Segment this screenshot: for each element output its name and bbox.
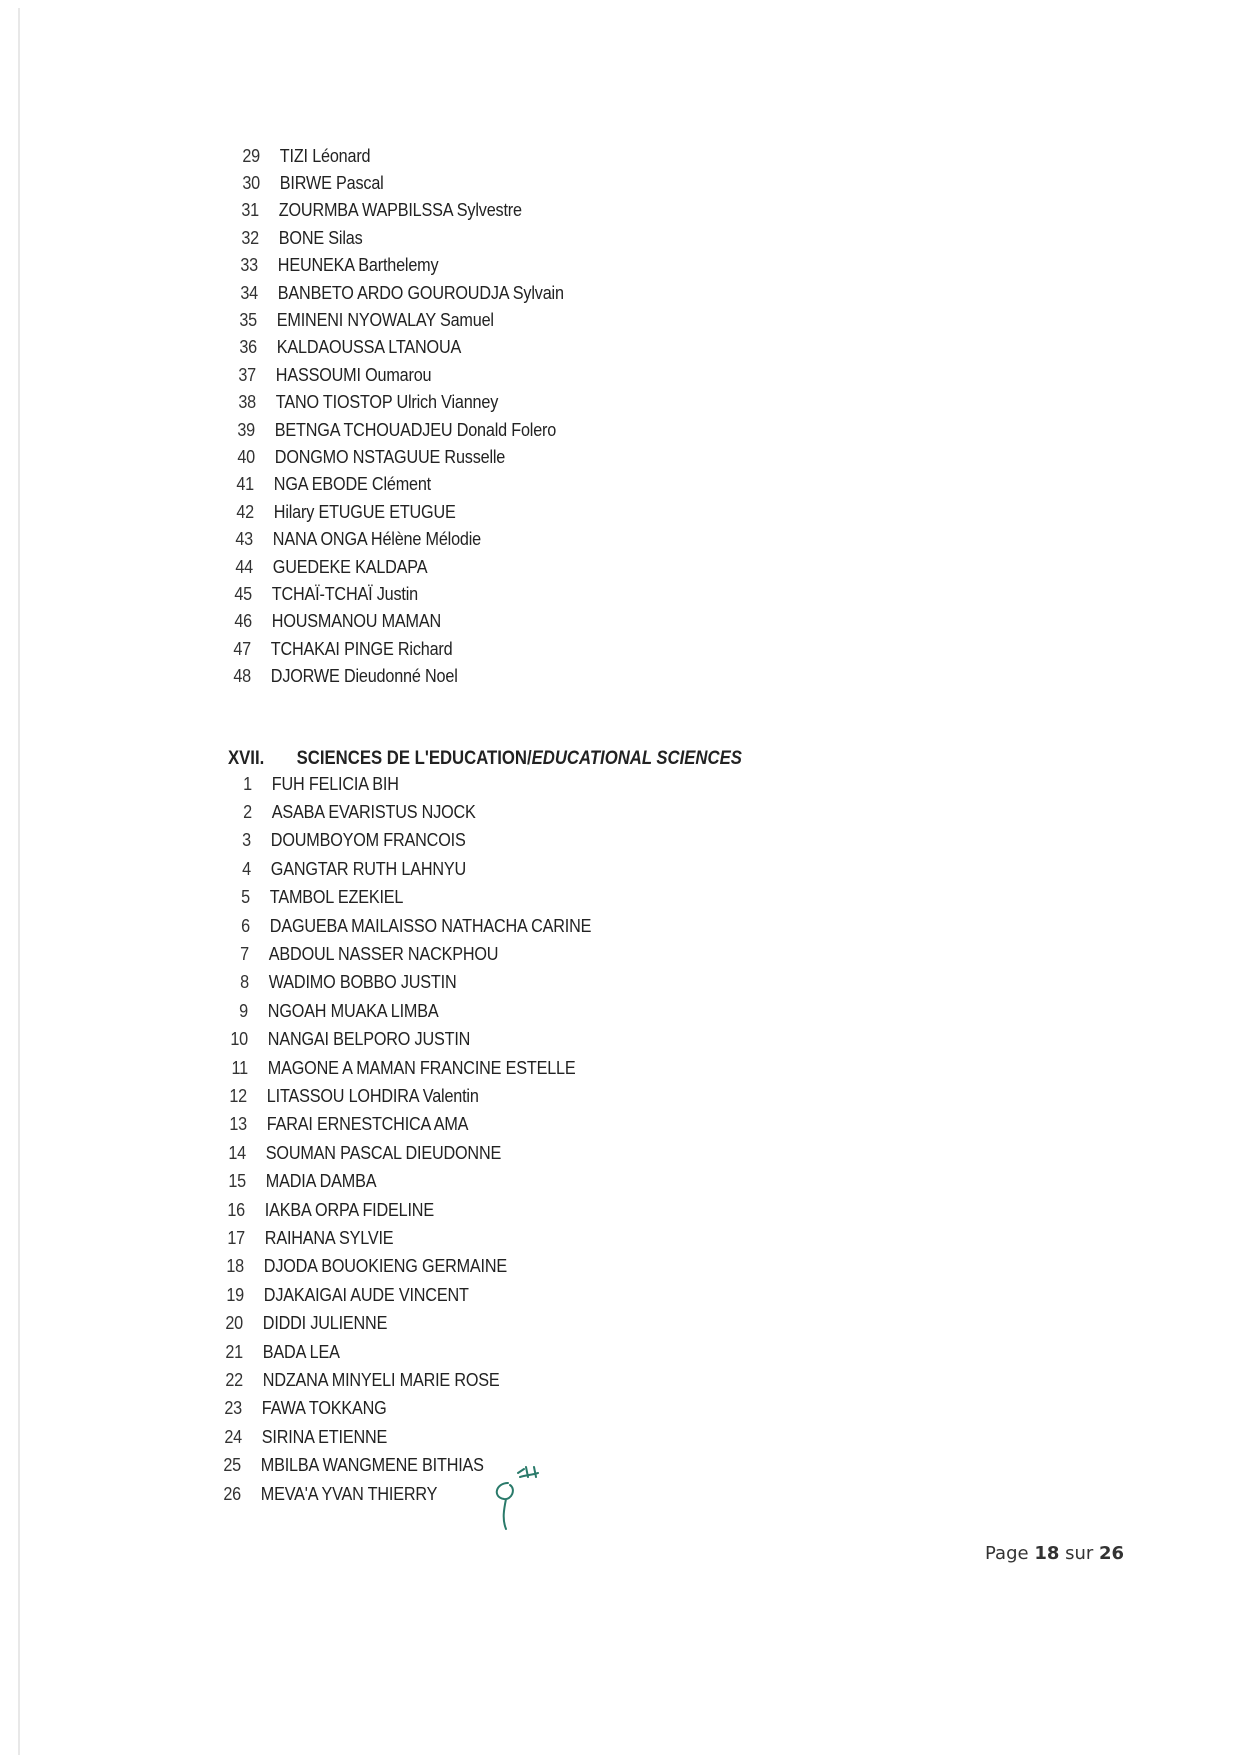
item-number: 1 <box>243 773 252 794</box>
section-title-en: EDUCATIONAL SCIENCES <box>531 748 742 769</box>
list-item <box>202 389 498 417</box>
section-heading <box>228 748 742 770</box>
list-item <box>200 471 431 499</box>
item-name: TCHAKAI PINGE Richard <box>270 638 453 659</box>
item-number: 47 <box>233 638 251 659</box>
list-item <box>199 526 481 554</box>
item-name: DAGUEBA MAILAISSO NATHACHA CARINE <box>269 915 591 936</box>
item-number: 46 <box>233 611 252 632</box>
list-item <box>190 1281 469 1309</box>
item-number: 13 <box>228 1114 247 1135</box>
item-number: 10 <box>230 1029 248 1050</box>
item-name: EMINENI NYOWALAY Samuel <box>276 309 494 330</box>
item-number: 38 <box>237 392 256 413</box>
list-item <box>198 608 441 636</box>
item-number: 48 <box>232 666 251 687</box>
item-name: HOUSMANOU MAMAN <box>271 611 441 632</box>
item-number: 36 <box>238 337 257 358</box>
item-name: DIDDI JULIENNE <box>263 1313 388 1334</box>
item-name: DJORWE Dieudonné Noel <box>270 666 458 687</box>
page-number <box>985 1543 1124 1564</box>
list-item <box>198 770 399 798</box>
list-item <box>191 1196 434 1224</box>
item-number: 19 <box>226 1284 244 1305</box>
list-item <box>205 197 522 225</box>
item-number: 12 <box>229 1085 248 1106</box>
item-name: FARAI ERNESTCHICA AMA <box>266 1114 468 1135</box>
item-name: NGOAH MUAKA LIMBA <box>268 1000 439 1021</box>
list-item <box>194 997 438 1025</box>
item-name: HASSOUMI Oumarou <box>275 364 432 385</box>
item-number: 42 <box>235 501 254 522</box>
item-name: SIRINA ETIENNE <box>261 1426 387 1447</box>
item-number: 43 <box>235 529 253 550</box>
list-item <box>196 912 591 940</box>
list-item <box>192 1139 501 1167</box>
item-name: RAIHANA SYLVIE <box>264 1227 394 1248</box>
item-name: NANA ONGA Hélène Mélodie <box>272 529 481 550</box>
item-name: NANGAI BELPORO JUSTIN <box>267 1029 471 1050</box>
list-item <box>200 498 456 526</box>
item-name: MEVA'A YVAN THIERRY <box>260 1483 437 1504</box>
item-number: 39 <box>237 419 255 440</box>
list-item <box>202 361 431 389</box>
item-name: GUEDEKE KALDAPA <box>272 556 427 577</box>
list-item <box>204 252 438 280</box>
item-number: 22 <box>224 1369 243 1390</box>
section-title-fr: SCIENCES DE L'EDUCATION/ <box>296 748 532 769</box>
list-item <box>197 827 466 855</box>
item-number: 30 <box>241 172 260 193</box>
list-item <box>189 1366 500 1394</box>
item-name: ABDOUL NASSER NACKPHOU <box>269 943 499 964</box>
item-name: FAWA TOKKANG <box>261 1398 387 1419</box>
item-name: ZOURMBA WAPBILSSA Sylvestre <box>278 200 522 221</box>
item-number: 9 <box>239 1000 249 1021</box>
list-item <box>198 798 476 826</box>
item-name: BANBETO ARDO GOUROUDJA Sylvain <box>277 282 564 303</box>
page-total: 26 <box>1099 1543 1125 1564</box>
list-item <box>188 1395 387 1423</box>
list-item <box>205 224 363 252</box>
document-page <box>18 8 1242 1755</box>
list-item <box>206 142 370 170</box>
item-number: 11 <box>231 1057 248 1078</box>
list-item <box>201 416 556 444</box>
item-number: 44 <box>234 556 253 577</box>
page-middle: sur <box>1059 1543 1100 1564</box>
item-number: 32 <box>240 227 259 248</box>
item-number: 4 <box>241 858 251 879</box>
list-item <box>196 884 403 912</box>
list-item <box>195 940 498 968</box>
section-number: XVII. <box>228 748 265 769</box>
item-number: 24 <box>223 1426 242 1447</box>
item-number: 25 <box>223 1455 242 1476</box>
item-name: MAGONE A MAMAN FRANCINE ESTELLE <box>267 1057 575 1078</box>
item-number: 45 <box>234 583 252 604</box>
item-number: 21 <box>225 1341 243 1362</box>
list-item <box>206 169 384 197</box>
list-item <box>204 279 564 307</box>
item-name: TAMBOL EZEKIEL <box>269 887 404 908</box>
list-item <box>188 1423 387 1451</box>
item-number: 20 <box>225 1313 244 1334</box>
item-name: TCHAÏ-TCHAÏ Justin <box>271 583 418 604</box>
item-name: NGA EBODE Clément <box>273 474 432 495</box>
item-number: 7 <box>240 943 250 964</box>
list-item <box>194 1026 470 1054</box>
list-item <box>197 855 466 883</box>
item-number: 5 <box>241 887 251 908</box>
item-name: BADA LEA <box>262 1341 340 1362</box>
item-name: MBILBA WANGMENE BITHIAS <box>260 1455 484 1476</box>
signature-icon <box>490 1463 560 1533</box>
item-name: MADIA DAMBA <box>265 1171 377 1192</box>
list-item <box>191 1224 393 1252</box>
item-name: DONGMO NSTAGUUE Russelle <box>274 446 505 467</box>
item-name: TANO TIOSTOP Ulrich Vianney <box>275 392 498 413</box>
item-name: DOUMBOYOM FRANCOIS <box>270 830 466 851</box>
item-name: DJAKAIGAI AUDE VINCENT <box>263 1284 469 1305</box>
item-name: SOUMAN PASCAL DIEUDONNE <box>265 1142 502 1163</box>
list-item <box>197 663 458 691</box>
item-name: NDZANA MINYELI MARIE ROSE <box>262 1369 500 1390</box>
item-number: 15 <box>228 1171 246 1192</box>
item-name: BIRWE Pascal <box>279 172 384 193</box>
list-item <box>190 1253 507 1281</box>
item-name: IAKBA ORPA FIDELINE <box>265 1199 435 1220</box>
item-number: 23 <box>224 1398 243 1419</box>
list-item <box>189 1338 340 1366</box>
item-name: KALDAOUSSA LTANOUA <box>276 337 461 358</box>
item-number: 33 <box>240 255 258 276</box>
list-item <box>187 1452 484 1480</box>
list-item <box>203 306 494 334</box>
item-number: 17 <box>227 1227 245 1248</box>
list-item <box>189 1310 387 1338</box>
item-number: 2 <box>242 801 252 822</box>
list-item <box>197 635 452 663</box>
item-number: 37 <box>238 364 256 385</box>
list-item <box>193 1111 468 1139</box>
item-number: 18 <box>226 1256 245 1277</box>
item-name: GANGTAR RUTH LAHNYU <box>270 858 466 879</box>
item-name: ASABA EVARISTUS NJOCK <box>271 801 476 822</box>
item-name: Hilary ETUGUE ETUGUE <box>273 501 456 522</box>
item-number: 6 <box>240 915 250 936</box>
item-number: 16 <box>227 1199 246 1220</box>
list-item <box>194 1054 575 1082</box>
item-name: TIZI Léonard <box>279 145 371 166</box>
list-item <box>192 1168 376 1196</box>
item-name: FUH FELICIA BIH <box>271 773 399 794</box>
item-number: 3 <box>242 830 252 851</box>
item-number: 14 <box>228 1142 247 1163</box>
item-number: 26 <box>223 1483 241 1504</box>
item-name: WADIMO BOBBO JUSTIN <box>268 972 457 993</box>
page-current: 18 <box>1034 1543 1060 1564</box>
item-number: 31 <box>241 200 259 221</box>
item-name: BETNGA TCHOUADJEU Donald Folero <box>274 419 557 440</box>
list-item <box>187 1480 437 1508</box>
item-number: 41 <box>236 474 254 495</box>
page-prefix: Page <box>985 1543 1035 1564</box>
list-item <box>198 580 418 608</box>
item-number: 29 <box>242 145 260 166</box>
item-number: 8 <box>240 972 249 993</box>
list-item <box>201 443 505 471</box>
list-item <box>203 334 461 362</box>
item-name: LITASSOU LOHDIRA Valentin <box>266 1085 479 1106</box>
item-number: 35 <box>239 309 257 330</box>
list-item <box>195 969 456 997</box>
list-item <box>199 553 427 581</box>
item-number: 40 <box>236 446 255 467</box>
item-name: BONE Silas <box>278 227 363 248</box>
item-name: HEUNEKA Barthelemy <box>277 255 439 276</box>
list-item <box>193 1082 479 1110</box>
item-number: 34 <box>239 282 258 303</box>
item-name: DJODA BOUOKIENG GERMAINE <box>264 1256 508 1277</box>
